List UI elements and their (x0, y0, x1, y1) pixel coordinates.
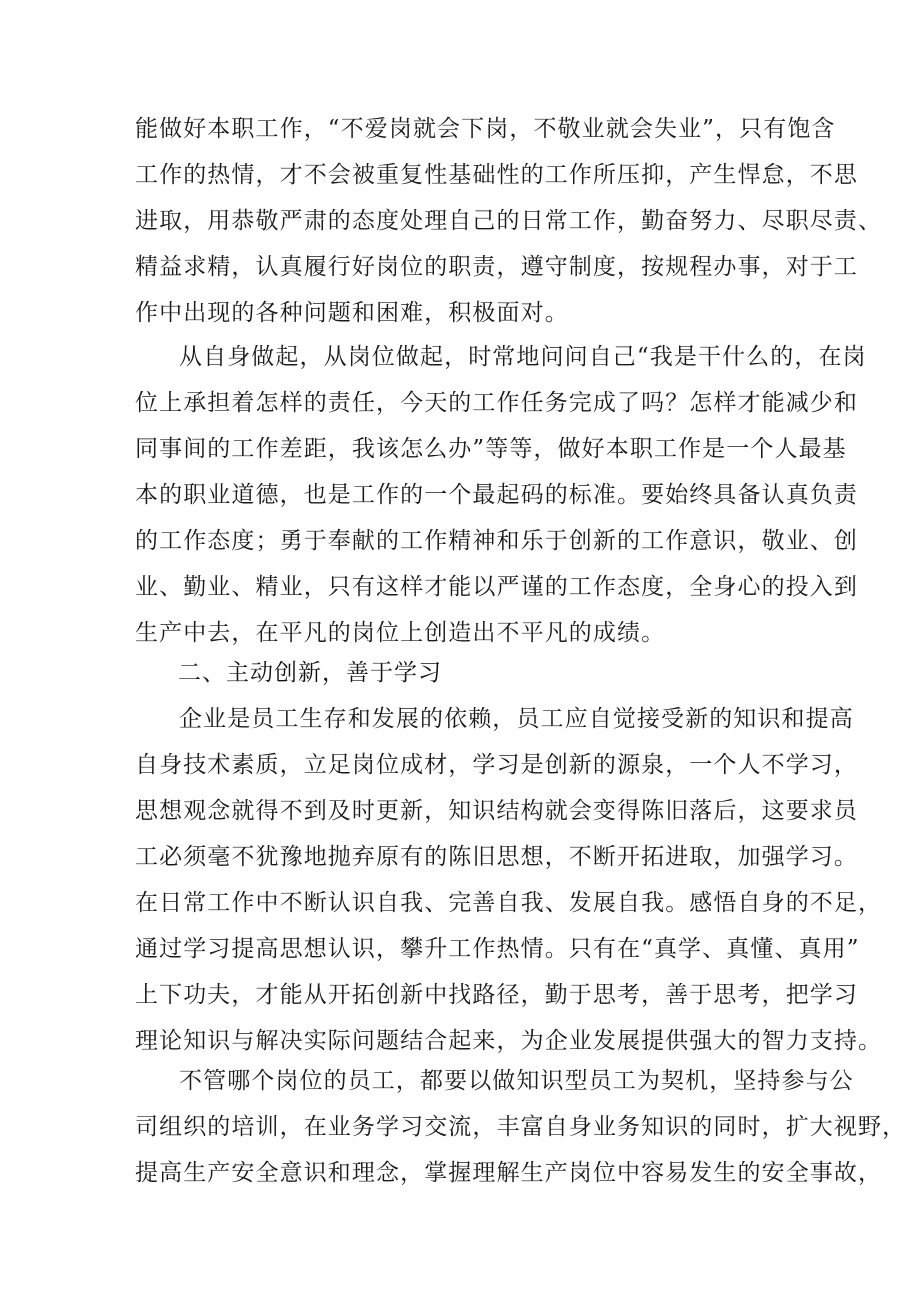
paragraph-line: 的工作态度；勇于奉献的工作精神和乐于创新的工作意识，敬业、创 (135, 528, 858, 554)
paragraph-2 (135, 334, 867, 656)
paragraph-line: 业、勤业、精业，只有这样才能以严谨的工作态度，全身心的投入到 (135, 574, 858, 600)
paragraph-1 (135, 106, 883, 336)
paragraph-line: 能做好本职工作，“不爱岗就会下岗，不敬业就会失业”，只有饱含 (135, 116, 836, 142)
paragraph-line: 司组织的培训，在业务学习交流，丰富自身业务知识的同时，扩大视野， (135, 1114, 907, 1140)
paragraph-line: 在日常工作中不断认识自我、完善自我、发展自我。感悟自身的不足， (135, 890, 883, 916)
section-heading: 二、主动创新，善于学习 (178, 660, 442, 686)
paragraph-line: 本的职业道德，也是工作的一个最起码的标准。要始终具备认真负责 (135, 482, 858, 508)
paragraph-line: 上下功夫，才能从开拓创新中找路径，勤于思考，善于思考，把学习 (135, 982, 858, 1008)
paragraph-line: 工必须毫不犹豫地抛弃原有的陈旧思想，不断开拓进取，加强学习。 (135, 844, 858, 870)
paragraph-line: 不管哪个岗位的员工，都要以做知识型员工为契机，坚持参与公 (179, 1068, 854, 1094)
paragraph-line: 进取，用恭敬严肃的态度处理自己的日常工作，勤奋努力、尽职尽责、 (135, 208, 883, 234)
paragraph-line: 生产中去，在平凡的岗位上创造出不平凡的成绩。 (135, 620, 666, 646)
paragraph-line: 企业是员工生存和发展的依赖，员工应自觉接受新的知识和提高 (179, 706, 854, 732)
paragraph-4 (135, 1058, 907, 1196)
paragraph-line: 提高生产安全意识和理念，掌握理解生产岗位中容易发生的安全事故， (135, 1160, 883, 1186)
paragraph-line: 作中出现的各种问题和困难，积极面对。 (135, 300, 569, 326)
paragraph-line: 工作的热情，才不会被重复性基础性的工作所压抑，产生悍怠，不思 (135, 162, 858, 188)
paragraph-line: 从自身做起，从岗位做起，时常地问问自己“我是干什么的，在岗 (179, 344, 867, 370)
paragraph-line: 理论知识与解决实际问题结合起来，为企业发展提供强大的智力支持。 (135, 1028, 883, 1054)
paragraph-line: 通过学习提高思想认识，攀升工作热情。只有在“真学、真懂、真用” (135, 936, 860, 962)
paragraph-line: 思想观念就得不到及时更新，知识结构就会变得陈旧落后，这要求员 (135, 798, 858, 824)
paragraph-line: 位上承担着怎样的责任，今天的工作任务完成了吗？怎样才能减少和 (135, 390, 858, 416)
paragraph-3 (135, 696, 883, 1064)
paragraph-line: 同事间的工作差距，我该怎么办”等等，做好本职工作是一个人最基 (135, 436, 847, 462)
paragraph-line: 自身技术素质，立足岗位成材，学习是创新的源泉，一个人不学习， (135, 752, 858, 778)
paragraph-line: 精益求精，认真履行好岗位的职责，遵守制度，按规程办事，对于工 (135, 254, 858, 280)
